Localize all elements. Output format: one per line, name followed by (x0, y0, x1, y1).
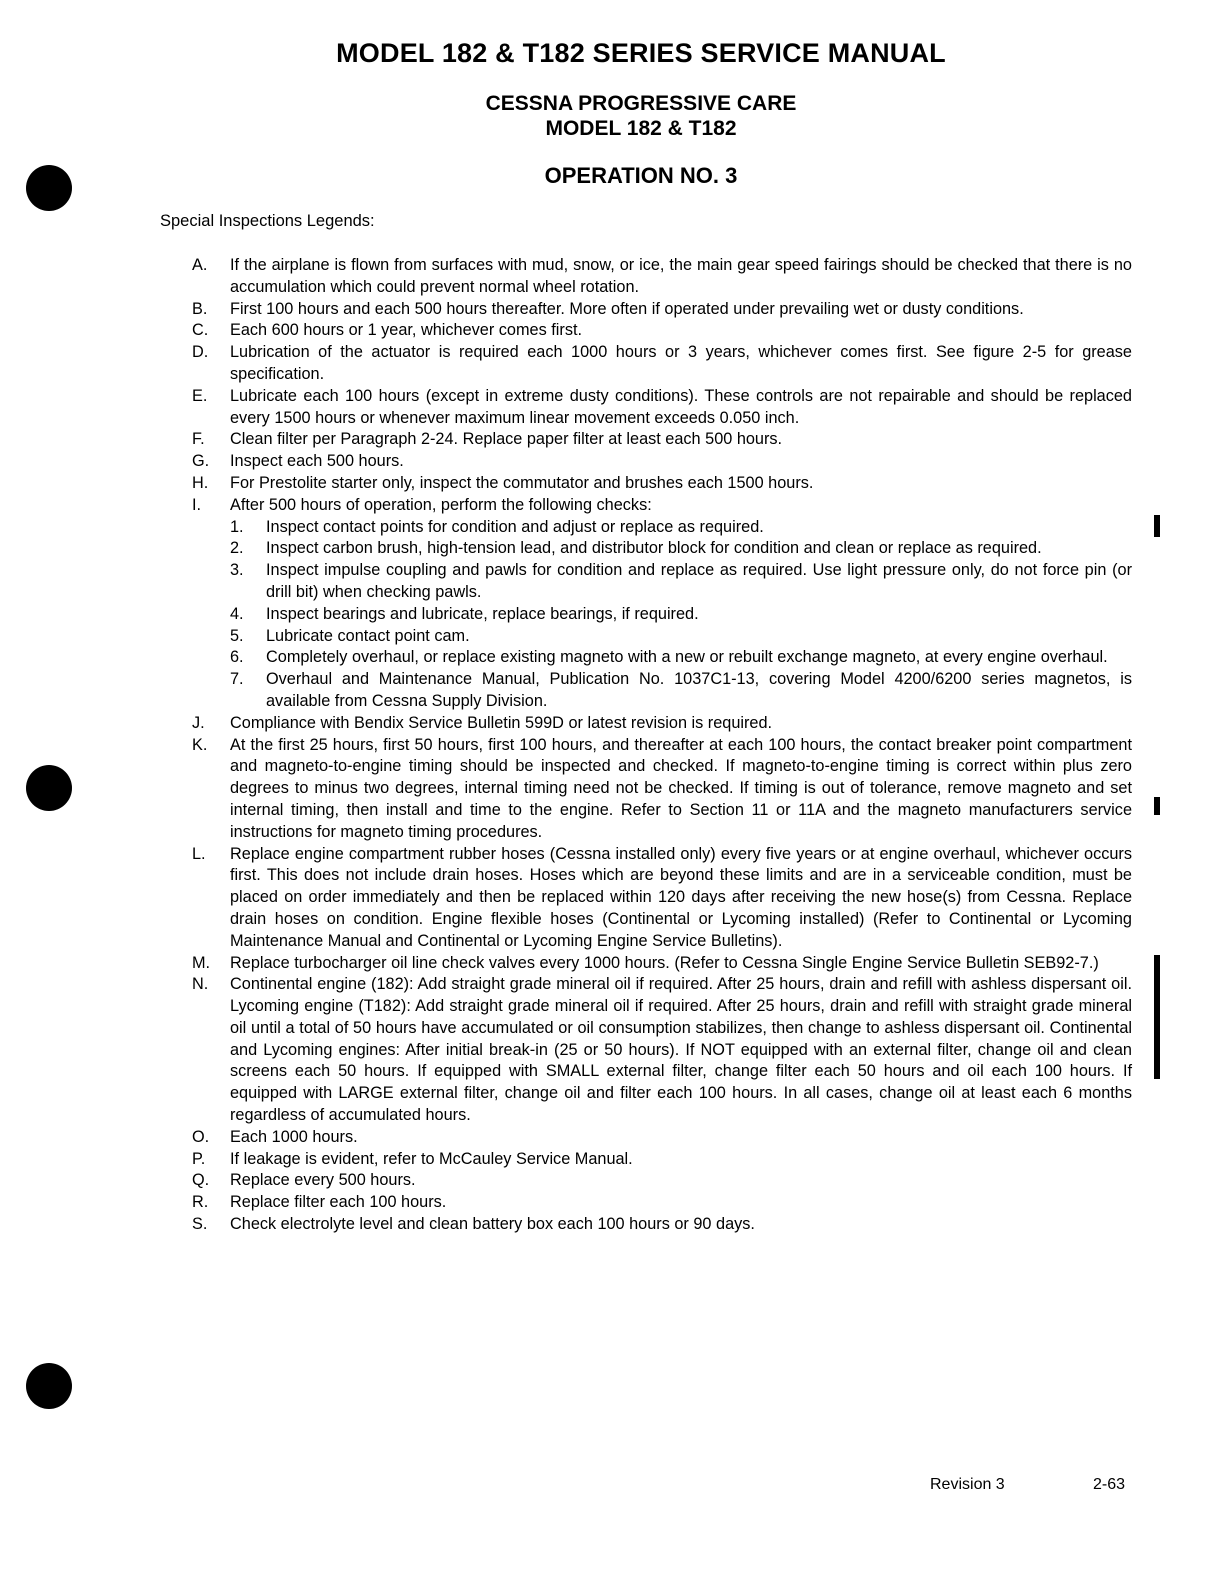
revision-label: Revision 3 (930, 1476, 1005, 1493)
check-text: Overhaul and Maintenance Manual, Publication No. 1037C1-13, covering Model 4200/6200 series magnetos, is available from Cessna Supply Division. (266, 670, 1132, 710)
legend-letter: J. (192, 713, 205, 732)
check-item (230, 626, 1132, 648)
legend-item-f (192, 429, 1132, 451)
legend-letter: N. (192, 975, 209, 994)
check-item (230, 604, 1132, 626)
change-bar-h (1154, 515, 1160, 537)
check-item (230, 560, 1132, 604)
check-text: Lubricate contact point cam. (266, 626, 470, 645)
subtitle-model: MODEL 182 & T182 (545, 117, 737, 140)
legend-text: Replace filter each 100 hours. (230, 1193, 447, 1212)
legend-item-o (192, 1127, 1132, 1149)
check-number: 5. (230, 626, 244, 645)
legend-item-b (192, 299, 1132, 321)
legend-letter: C. (192, 321, 209, 340)
legends-intro: Special Inspections Legends: (160, 212, 375, 230)
check-number: 4. (230, 604, 244, 623)
legend-item-k (192, 735, 1132, 844)
legend-item-l (192, 844, 1132, 953)
legend-item-e (192, 386, 1132, 430)
legend-text: Replace engine compartment rubber hoses (Cessna installed only) every five years or at engine overhaul, whichever occurs first. This does not include drain hoses. Hoses which are beyond these limits and are in a serviceable condition, must be placed on order immediately and then be replaced within 120 days after receiving the new hose(s) from Cessna. Replace drain hoses on condition. Engine flexible hoses (Continental or Lycoming installed) (Refer to Continental or Lycoming Maintenance Manual and Continental or Lycoming Engine Service Bulletins). (230, 844, 1132, 950)
legend-item-d (192, 342, 1132, 386)
legend-letter: D. (192, 343, 209, 362)
legend-letter: Q. (192, 1171, 210, 1190)
legend-letter: E. (192, 386, 208, 405)
page-number: 2-63 (1093, 1476, 1126, 1493)
check-item (230, 669, 1132, 713)
legend-item-i (192, 495, 1132, 713)
check-number: 3. (230, 561, 244, 580)
legend-item-r (192, 1192, 1132, 1214)
legend-item-s (192, 1214, 1132, 1236)
check-number: 1. (230, 517, 244, 536)
check-text: Inspect bearings and lubricate, replace bearings, if required. (266, 604, 699, 623)
magneto-checks-list (230, 517, 1132, 713)
legend-text: Clean filter per Paragraph 2-24. Replace paper filter at least each 500 hours. (230, 430, 783, 449)
legend-item-j (192, 713, 1132, 735)
check-number: 6. (230, 648, 244, 667)
legend-item-q (192, 1170, 1132, 1192)
check-number: 7. (230, 670, 244, 689)
legend-item-a (192, 255, 1132, 299)
legend-item-p (192, 1149, 1132, 1171)
legend-letter: P. (192, 1149, 206, 1168)
check-number: 2. (230, 539, 244, 558)
legend-text: Compliance with Bendix Service Bulletin 599D or latest revision is required. (230, 713, 773, 732)
legend-text: Each 600 hours or 1 year, whichever comes first. (230, 321, 583, 340)
subtitle-progressive-care: CESSNA PROGRESSIVE CARE (485, 92, 797, 115)
legend-letter: I. (192, 495, 202, 514)
binder-hole-middle (26, 765, 72, 811)
legend-text: At the first 25 hours, first 50 hours, first 100 hours, and thereafter at each 100 hours, the contact breaker point compartment and magneto-to-engine timing should be inspected and checked. If magneto-to-engine timing is correct within plus zero degrees to minus two degrees, internal timing need not be checked. If timing is out of tolerance, remove magneto and set internal timing, then install and time to the engine. Refer to Section 11 or 11A and the magneto manufacturers service instructions for magneto timing procedures. (230, 735, 1132, 841)
legend-letter: B. (192, 299, 208, 318)
operation-heading: OPERATION NO. 3 (544, 163, 738, 188)
check-text: Inspect contact points for condition and adjust or replace as required. (266, 517, 764, 536)
legend-text: Check electrolyte level and clean battery box each 100 hours or 90 days. (230, 1215, 755, 1234)
legend-letter: R. (192, 1193, 209, 1212)
legend-text: Replace turbocharger oil line check valves every 1000 hours. (Refer to Cessna Single Engine Service Bulletin SEB92-7.) (230, 953, 1099, 972)
check-text: Completely overhaul, or replace existing magneto with a new or rebuilt exchange magneto, at every engine overhaul. (266, 648, 1108, 667)
check-item (230, 517, 1132, 539)
legend-letter: F. (192, 430, 205, 449)
legend-letter: M. (192, 953, 211, 972)
legend-text: If leakage is evident, refer to McCauley Service Manual. (230, 1149, 633, 1168)
legend-text: Lubricate each 100 hours (except in extreme dusty conditions). These controls are not repairable and should be replaced every 1500 hours or whenever maximum linear movement exceeds 0.050 inch. (230, 386, 1132, 427)
legend-item-g (192, 451, 1132, 473)
legend-item-h (192, 473, 1132, 495)
legend-letter: O. (192, 1127, 210, 1146)
legend-text: Inspect each 500 hours. (230, 452, 404, 471)
legend-text: After 500 hours of operation, perform the following checks: (230, 495, 652, 514)
legend-letter: G. (192, 452, 210, 471)
legend-text: Continental engine (182): Add straight grade mineral oil if required. After 25 hours, drain and refill with ashless dispersant oil. Lycoming engine (T182): Add straight grade mineral oil if required. After 25 hours, drain and refill with straight grade mineral oil until a total of 50 hours have accumulated or oil consumption stabilizes, then change to ashless dispersant oil. Continental and Lycoming engines: After initial break-in (25 or 50 hours). If NOT equipped with an external filter, change oil and clean screens each 50 hours. If equipped with SMALL external filter, change filter each 50 hours and oil each 100 hours. If equipped with LARGE external filter, change oil and filter each 100 hours. In all cases, change oil at least each 6 months regardless of accumulated hours. (230, 975, 1132, 1125)
legend-item-m (192, 953, 1132, 975)
check-text: Inspect impulse coupling and pawls for condition and replace as required. Use light pressure only, do not force pin (or drill bit) when checking pawls. (266, 561, 1132, 601)
legend-text: Each 1000 hours. (230, 1127, 358, 1146)
change-bar-l (1154, 955, 1160, 1079)
binder-hole-bottom (26, 1363, 72, 1409)
legend-list (192, 255, 1132, 1236)
legend-text: For Prestolite starter only, inspect the commutator and brushes each 1500 hours. (230, 473, 814, 492)
legend-text: If the airplane is flown from surfaces with mud, snow, or ice, the main gear speed fairings should be checked that there is no accumulation which could prevent normal wheel rotation. (230, 256, 1132, 296)
legend-letter: A. (192, 256, 208, 274)
legend-text: Lubrication of the actuator is required each 1000 hours or 3 years, whichever comes first. See figure 2-5 for grease specification. (230, 343, 1132, 383)
legend-letter: S. (192, 1215, 208, 1234)
check-item (230, 538, 1132, 560)
legend-item-n (192, 974, 1132, 1127)
change-bar-j (1154, 797, 1160, 815)
legend-text: First 100 hours and each 500 hours thereafter. More often if operated under prevailing wet or dusty conditions. (230, 299, 1024, 318)
legend-letter: L. (192, 844, 206, 863)
legend-body (230, 495, 1132, 713)
legend-text: Replace every 500 hours. (230, 1171, 416, 1190)
legend-letter: H. (192, 473, 209, 492)
manual-title: MODEL 182 & T182 SERIES SERVICE MANUAL (336, 38, 946, 68)
legend-item-c (192, 320, 1132, 342)
check-item (230, 647, 1132, 669)
check-text: Inspect carbon brush, high-tension lead, and distributor block for condition and clean or replace as required. (266, 539, 1042, 558)
legend-letter: K. (192, 735, 208, 754)
